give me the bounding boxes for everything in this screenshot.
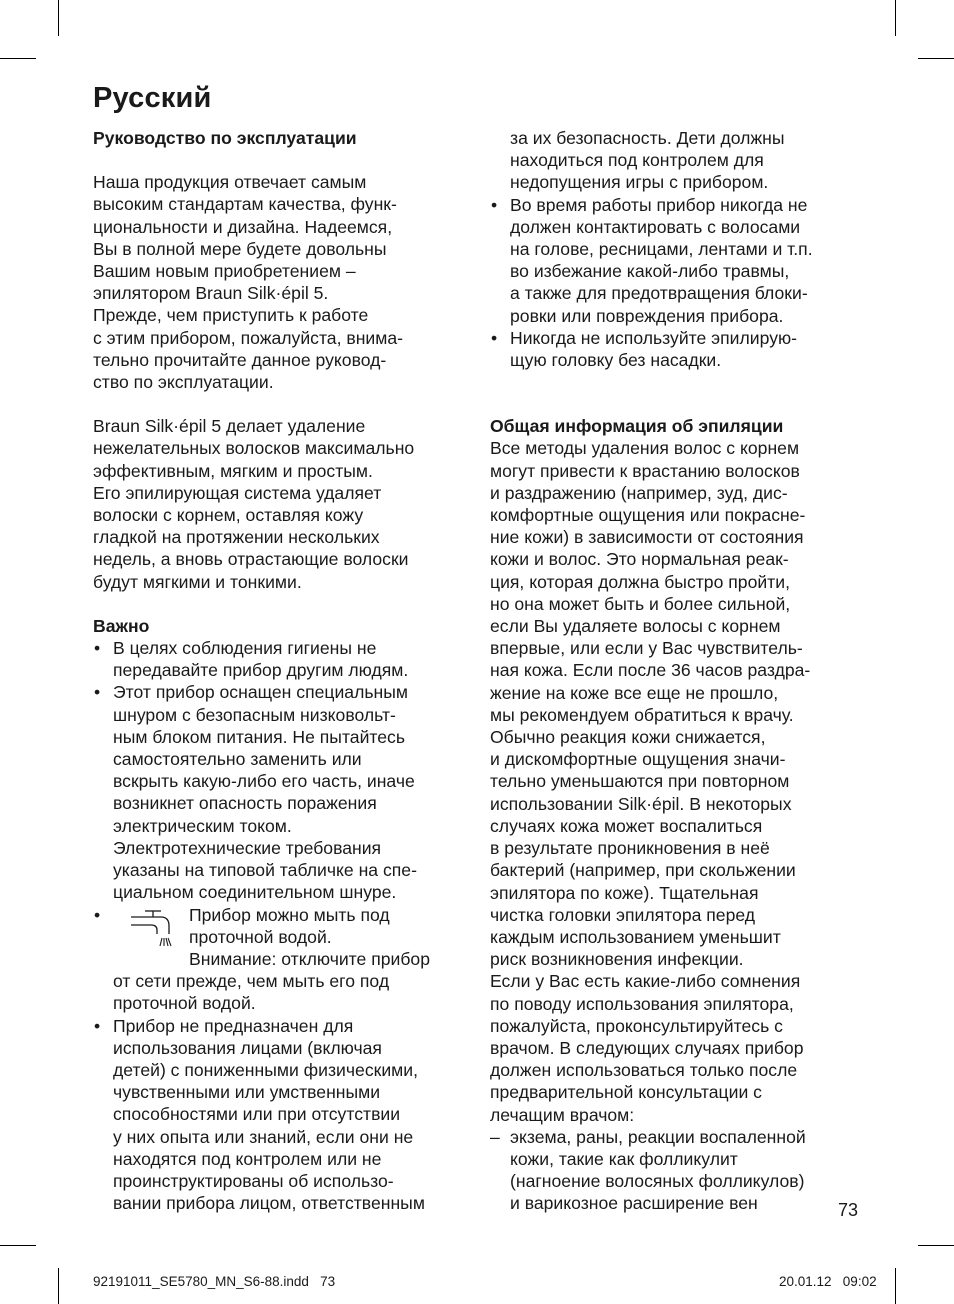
text-line: находиться под контролем для (510, 150, 764, 171)
text-line: ная кожа. Если после 36 часов раздра- (490, 660, 811, 681)
text-line: риск возникновения инфекции. (490, 949, 744, 970)
list-item-continuation (490, 127, 868, 194)
text-line: ным блоком питания. Не пытайтесь (113, 726, 406, 747)
text-line: чувственными или умственными (113, 1082, 381, 1103)
text-line: Внимание: отключите прибор (189, 948, 431, 969)
text-line: и раздражению (например, зуд, дис- (490, 482, 788, 503)
epilation-paragraph (490, 437, 868, 1125)
list-item (490, 1126, 868, 1215)
text-line: высоким стандартам качества, функ- (93, 194, 397, 215)
crop-mark-right-bottom (918, 1245, 954, 1246)
text-line: ровки или повреждения прибора. (510, 305, 784, 326)
text-line: циональности и дизайна. Надеемся, (93, 216, 393, 237)
text-line: щую головку без насадки. (510, 350, 722, 371)
text-line: использования лицами (включая (113, 1037, 382, 1058)
system-paragraph (93, 415, 471, 593)
text-line: по поводу использования эпилятора, (490, 993, 794, 1014)
text-line: Его эпилирующая система удаляет (93, 482, 382, 503)
crop-mark-left-top (0, 58, 36, 59)
text-line: Вашим новым приобретением – (93, 261, 356, 282)
text-line: электрическим током. (113, 815, 292, 836)
text-line: предварительной консультации с (490, 1082, 762, 1103)
text-line: будут мягкими и тонкими. (93, 571, 302, 592)
text-line: В целях соблюдения гигиены не (113, 638, 377, 659)
text-line: кожи и волос. Это нормальная реак- (490, 549, 789, 570)
text-line: Braun Silk·épil 5 делает удаление (93, 416, 366, 437)
text-line: тельно прочитайте данное руковод- (93, 349, 387, 370)
list-item (93, 681, 471, 903)
bullet-marker: • (491, 327, 498, 348)
text-line: эпилятором Braun Silk·épil 5. (93, 283, 329, 304)
text-line: циальном соединительном шнуре. (113, 882, 397, 903)
bullet-marker: • (491, 194, 498, 215)
important-heading: Важно (93, 615, 150, 636)
bullet-marker: • (94, 638, 101, 659)
text-line: с этим прибором, пожалуйста, внима- (93, 327, 403, 348)
manual-heading: Руководство по эксплуатации (93, 128, 357, 148)
footer-file-info: 92191011_SE5780_MN_S6-88.indd 73 (93, 1274, 336, 1289)
text-line: волоски с корнем, оставляя кожу (93, 505, 364, 526)
text-line: вании прибора лицом, ответственным (113, 1193, 425, 1214)
epilation-heading: Общая информация об эпиляции (490, 416, 784, 437)
text-line: экзема, раны, реакции воспаленной (510, 1126, 806, 1147)
text-line: проинструктированы об использо- (113, 1170, 394, 1191)
crop-mark-top-right (895, 0, 896, 36)
text-line: Обычно реакция кожи снижается, (490, 727, 766, 748)
text-line: за их безопасность. Дети должны (510, 128, 785, 148)
text-line: использовании Silk·épil. В некоторых (490, 793, 792, 814)
crop-mark-top-left (58, 0, 59, 36)
page-number: 73 (838, 1200, 859, 1220)
text-line: передавайте прибор другим людям. (113, 660, 409, 681)
text-line: ние кожи) в зависимости от состояния (490, 527, 804, 548)
text-line: чистка головки эпилятора перед (490, 904, 756, 925)
text-line: бактерий (например, при скольжении (490, 860, 796, 881)
text-line: Прибор можно мыть под (189, 904, 390, 925)
tap-row (113, 904, 471, 971)
text-line: Электротехнические требования (113, 837, 382, 858)
list-item (490, 327, 868, 371)
text-line: находятся под контролем или не (113, 1148, 382, 1169)
text-line: проточной водой. (189, 926, 332, 947)
text-line: а также для предотвращения блоки- (510, 283, 808, 304)
text-line: и дискомфортные ощущения значи- (490, 749, 786, 770)
text-line: Прибор не предназначен для (113, 1015, 354, 1036)
crop-mark-left-bottom (0, 1245, 36, 1246)
text-line: эпилятора по коже). Тщательная (490, 882, 759, 903)
text-line: случаях кожа может воспалиться (490, 815, 763, 836)
text-line: способностями или при отсутствии (113, 1104, 401, 1125)
text-line: врачом. В следующих случаях прибор (490, 1037, 804, 1058)
right-column (490, 127, 868, 1215)
text-line: вскрыть какую-либо его часть, иначе (113, 771, 415, 792)
text-line: возникнет опасность поражения (113, 793, 377, 814)
crop-mark-right-top (918, 58, 954, 59)
text-line: каждым использованием уменьшит (490, 926, 781, 947)
text-line: комфортные ощущения или покрасне- (490, 505, 806, 526)
text-line: гладкой на протяжении нескольких (93, 527, 380, 548)
text-line: жение на коже все еще не прошло, (490, 682, 779, 703)
text-line: на голове, ресницами, лентами и т.п. (510, 239, 813, 260)
text-line: мы рекомендуем обратиться к врачу. (490, 704, 794, 725)
page-title: Русский (93, 82, 212, 114)
text-line: у них опыта или знаний, если они не (113, 1126, 414, 1147)
text-line: должен контактировать с волосами (510, 216, 801, 237)
text-line: Этот прибор оснащен специальным (113, 682, 408, 703)
text-line: Прежде, чем приступить к работе (93, 305, 369, 326)
running-water-tap-icon (131, 908, 179, 948)
text-line: от сети прежде, чем мыть его под (113, 971, 390, 992)
text-line: лечащим врачом: (490, 1104, 635, 1125)
text-line: эффективным, мягким и простым. (93, 460, 373, 481)
list-item (93, 904, 471, 1015)
bullet-marker: • (94, 904, 101, 925)
bullet-marker: • (94, 682, 101, 703)
list-item (93, 637, 471, 681)
text-line: в результате проникновения в неё (490, 838, 770, 859)
crop-mark-bottom-left (58, 1268, 59, 1304)
text-line: недель, а вновь отрастающие волоски (93, 549, 409, 570)
text-line: во избежание какой-либо травмы, (510, 261, 790, 282)
text-line: Если у Вас есть какие-либо сомнения (490, 971, 801, 992)
text-line: впервые, или если у Вас чувствитель- (490, 638, 803, 659)
list-item (93, 1015, 471, 1215)
intro-paragraph (93, 171, 471, 393)
text-line: должен использоваться только после (490, 1060, 798, 1081)
text-line: Во время работы прибор никогда не (510, 194, 808, 215)
text-line: если Вы удаляете волосы с корнем (490, 616, 781, 637)
text-line: Все методы удаления волос с корнем (490, 438, 800, 459)
text-line: тельно уменьшаются при повторном (490, 771, 790, 792)
text-line: Наша продукция отвечает самым (93, 172, 367, 193)
text-line: и варикозное расширение вен (510, 1193, 758, 1214)
text-line: шнуром с безопасным низковольт- (113, 704, 396, 725)
bullet-marker: • (94, 1015, 101, 1036)
footer-date-time: 20.01.12 09:02 (779, 1274, 877, 1289)
text-line: но она может быть и более сильной, (490, 593, 791, 614)
text-line: самостоятельно заменить или (113, 749, 362, 770)
text-line: нежелательных волосков максимально (93, 438, 415, 459)
text-line: (нагноение волосяных фолликулов) (510, 1171, 805, 1192)
text-line: кожи, такие как фолликулит (510, 1148, 738, 1169)
text-line: проточной водой. (113, 993, 256, 1014)
text-line: могут привести к врастанию волосков (490, 460, 800, 481)
list-item (490, 194, 868, 327)
text-line: ция, которая должна быстро пройти, (490, 571, 790, 592)
text-line: детей) с пониженными физическими, (113, 1059, 418, 1080)
text-line: Никогда не используйте эпилирую- (510, 327, 798, 348)
text-line: пожалуйста, проконсультируйтесь с (490, 1015, 783, 1036)
text-line: недопущения игры с прибором. (510, 172, 769, 193)
left-column (93, 127, 471, 1214)
text-line: указаны на типовой табличке на спе- (113, 860, 417, 881)
dash-marker: – (490, 1126, 500, 1147)
text-line: Вы в полной мере будете довольны (93, 238, 387, 259)
crop-mark-bottom-right (895, 1268, 896, 1304)
text-line: ство по эксплуатации. (93, 372, 274, 393)
